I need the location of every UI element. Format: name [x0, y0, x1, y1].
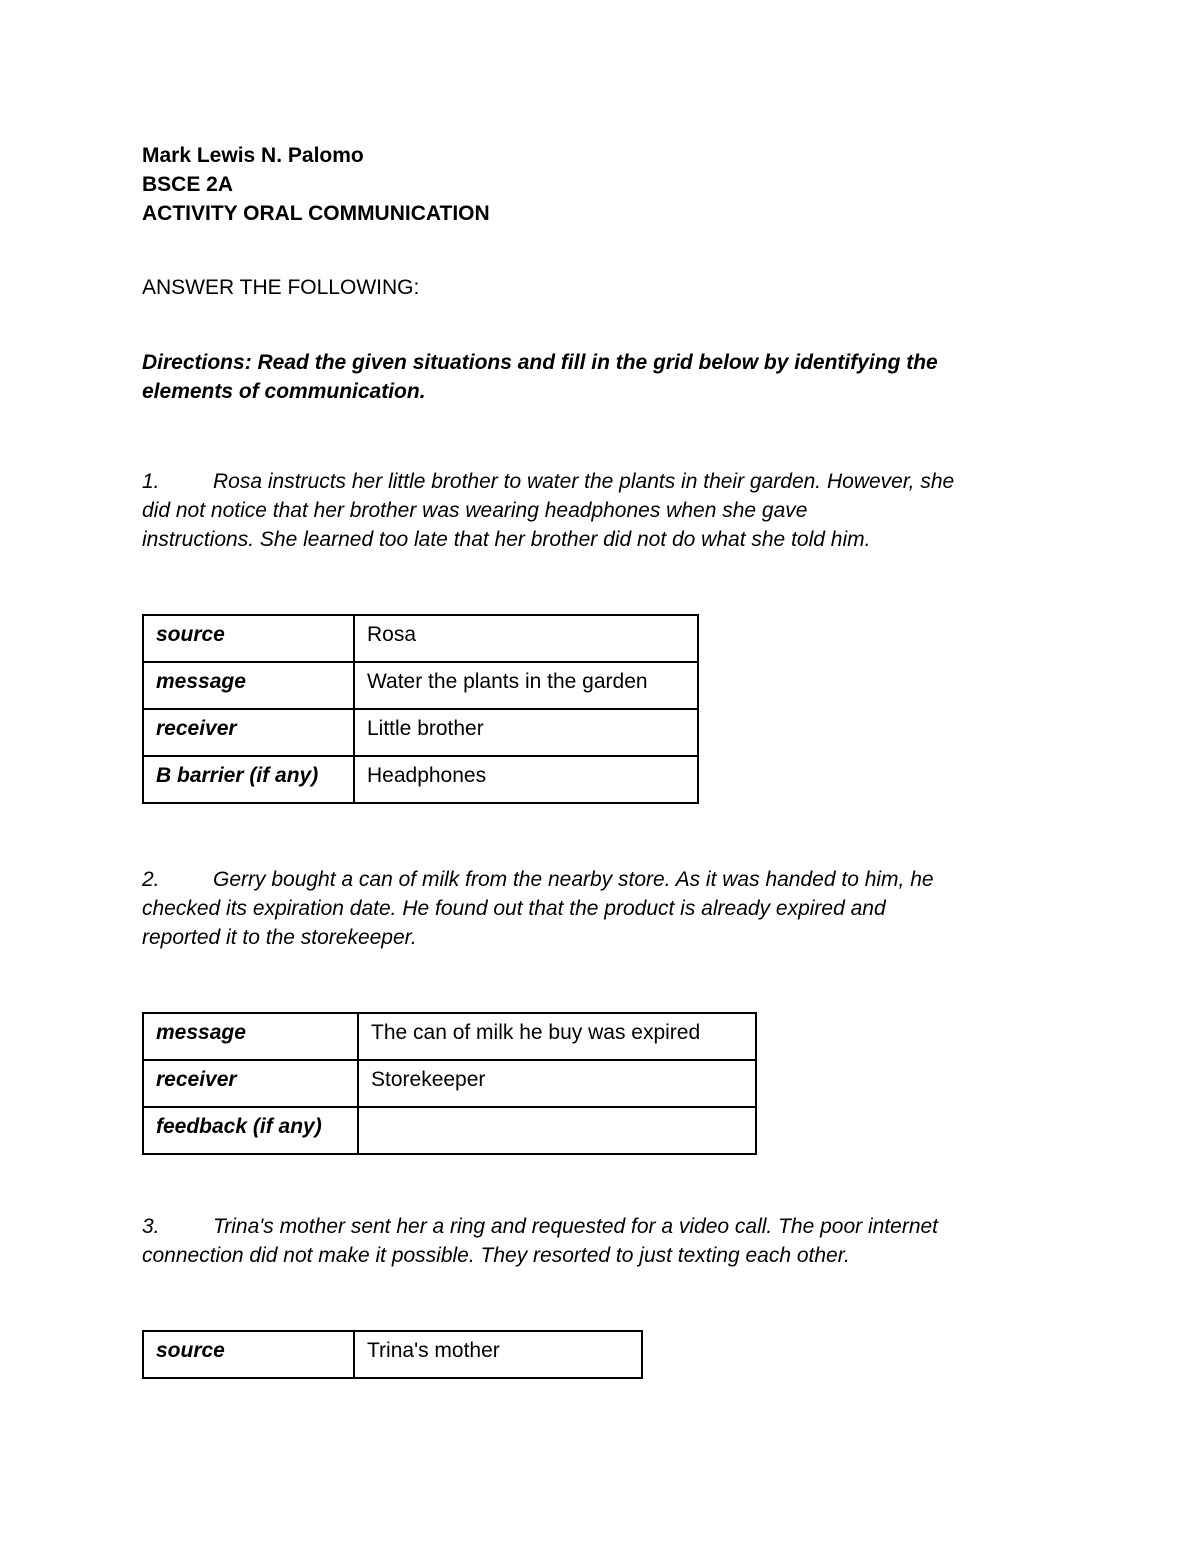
grid-answer[interactable] — [358, 1107, 756, 1154]
elements-grid-2 — [142, 1012, 757, 1155]
activity-title: ACTIVITY ORAL COMMUNICATION — [142, 202, 490, 225]
table-row — [143, 1331, 642, 1378]
grid-answer[interactable]: Storekeeper — [358, 1060, 756, 1107]
situation-text: Gerry bought a can of milk from the nearby store. As it was handed to him, he — [213, 868, 934, 891]
situation-1 — [142, 467, 1062, 554]
table-row — [143, 1107, 756, 1154]
situation-line — [142, 865, 1062, 894]
situation-text: Rosa instructs her little brother to water the plants in their garden. However, she — [213, 470, 955, 493]
grid-answer[interactable]: Little brother — [354, 709, 698, 756]
grid-label: source — [143, 615, 354, 662]
grid-label: message — [143, 662, 354, 709]
table-row — [143, 1013, 756, 1060]
situation-text: instructions. She learned too late that her brother did not do what she told him. — [142, 528, 871, 551]
grid-answer[interactable]: Headphones — [354, 756, 698, 803]
grid-label: feedback (if any) — [143, 1107, 358, 1154]
grid-label: receiver — [143, 709, 354, 756]
table-row — [143, 662, 698, 709]
grid-label: source — [143, 1331, 354, 1378]
grid-answer[interactable]: Water the plants in the garden — [354, 662, 698, 709]
situation-number: 1. — [142, 470, 160, 493]
student-name: Mark Lewis N. Palomo — [142, 144, 364, 167]
directions-text — [142, 348, 1062, 406]
grid-answer[interactable]: The can of milk he buy was expired — [358, 1013, 756, 1060]
grid-label: message — [143, 1013, 358, 1060]
situation-text: checked its expiration date. He found out that the product is already expired and — [142, 897, 886, 920]
situation-2 — [142, 865, 1062, 952]
table-row — [143, 615, 698, 662]
table-row — [143, 709, 698, 756]
instruction-text: ANSWER THE FOLLOWING: — [142, 276, 420, 299]
grid-label: B barrier (if any) — [143, 756, 354, 803]
grid-label: receiver — [143, 1060, 358, 1107]
directions-line: Directions: Read the given situations and fill in the grid below by identifying the — [142, 351, 938, 374]
situation-text: did not notice that her brother was wearing headphones when she gave — [142, 499, 808, 522]
situation-number: 2. — [142, 868, 160, 891]
situation-3 — [142, 1212, 1062, 1270]
table-row — [143, 1060, 756, 1107]
grid-answer[interactable]: Trina's mother — [354, 1331, 642, 1378]
situation-text: Trina's mother sent her a ring and requested for a video call. The poor internet — [213, 1215, 939, 1238]
directions-line: elements of communication. — [142, 380, 426, 403]
situation-text: reported it to the storekeeper. — [142, 926, 417, 949]
situation-number: 3. — [142, 1215, 160, 1238]
student-section: BSCE 2A — [142, 173, 234, 196]
table-row — [143, 756, 698, 803]
situation-line — [142, 1212, 1062, 1241]
grid-answer[interactable]: Rosa — [354, 615, 698, 662]
situation-text: connection did not make it possible. They resorted to just texting each other. — [142, 1244, 850, 1267]
elements-grid-1 — [142, 614, 699, 804]
situation-line — [142, 467, 1062, 496]
elements-grid-3 — [142, 1330, 643, 1379]
